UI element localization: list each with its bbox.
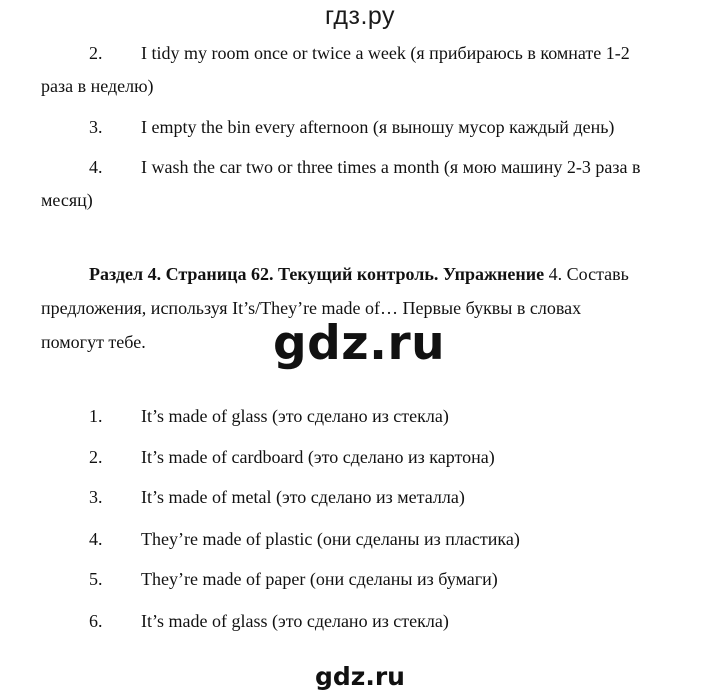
list-item-text: It’s made of cardboard (это сделано из картона) — [141, 447, 495, 467]
list-item-number: 3. — [89, 487, 103, 507]
list-item-text: I wash the car two or three times a month (я мою машину 2-3 раза в — [141, 157, 641, 177]
list-item-text: It’s made of glass (это сделано из стекла) — [141, 611, 449, 631]
list-item-text: It’s made of glass (это сделано из стекла) — [141, 406, 449, 426]
list-item-text: I tidy my room once or twice a week (я прибираюсь в комнате 1-2 — [141, 43, 630, 63]
list-item-text: I empty the bin every afternoon (я выношу мусор каждый день) — [141, 117, 615, 137]
list-item-number: 2. — [89, 43, 103, 63]
list-item-number: 5. — [89, 569, 103, 589]
watermark-middle: gdz.ru — [273, 316, 446, 371]
list-item-text-continued: раза в неделю) — [41, 76, 154, 96]
list-item-text-continued: месяц) — [41, 190, 93, 210]
section-instruction-line: помогут тебе. — [41, 332, 146, 352]
list-item-number: 4. — [89, 157, 103, 177]
list-item-text: It’s made of metal (это сделано из металла) — [141, 487, 465, 507]
list-item-number: 1. — [89, 406, 103, 426]
list-item-number: 3. — [89, 117, 103, 137]
section-instruction-line: предложения, используя It’s/They’re made of… Первые буквы в словах — [41, 298, 582, 318]
watermark-bottom: gdz.ru — [315, 662, 405, 691]
section-heading-bold: Раздел 4. Страница 62. Текущий контроль. Упражнение — [89, 264, 545, 284]
list-item-number: 2. — [89, 447, 103, 467]
list-item-number: 4. — [89, 529, 103, 549]
section-heading-rest: 4. Составь — [544, 264, 629, 284]
list-item-text: They’re made of paper (они сделаны из бумаги) — [141, 569, 498, 589]
list-item-text: They’re made of plastic (они сделаны из пластика) — [141, 529, 520, 549]
section-heading-line — [89, 263, 629, 285]
watermark-top: гдз.ру — [324, 2, 396, 30]
list-item-number: 6. — [89, 611, 103, 631]
